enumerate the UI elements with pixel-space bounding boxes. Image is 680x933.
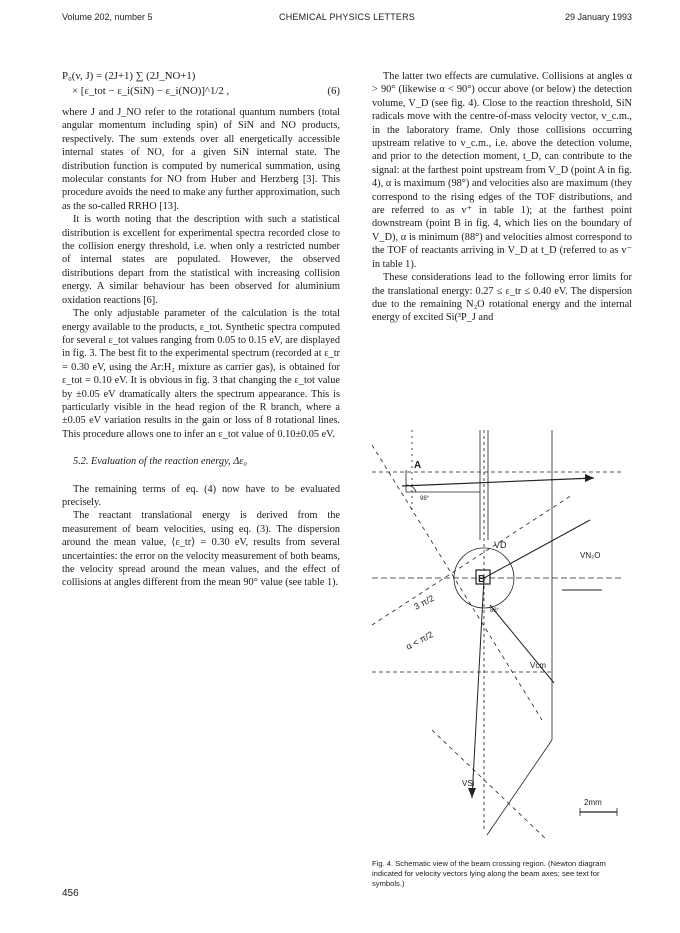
equation-6-line1 — [62, 70, 340, 85]
label-A: A — [414, 460, 422, 471]
label-B: B — [478, 574, 486, 585]
figure-4 — [372, 410, 632, 845]
label-angle-88: 88° — [490, 608, 500, 614]
running-header — [62, 12, 632, 26]
paragraph: where J and J_NO refer to the rotational quantum numbers (total angular momentum including spin) of SiN and NO products, respectively. The sum extends over all energetically accessible internal states of NO, for a given SiN internal state. The distribution function is computed by numerical summation, using molecular constants for NO from Huber and Herzberg [3]. This procedure avoids the need to make any further approximation, such as the so-called RRHO [13]. — [62, 107, 340, 212]
header-journal: CHEMICAL PHYSICS LETTERS — [279, 12, 415, 22]
paragraph: It is worth noting that the description with such a statistical distribution is excellent for experimental spectra recorded close to the collision energy threshold, i.e. when only a restricted number of internal states are populated. However, the observed distributions depart from the statistical with increasing collision energy. A similar behaviour has been observed for aluminium oxidation reactions [6]. — [62, 214, 340, 306]
label-VN2O: VN₂O — [580, 551, 601, 560]
label-angle-98: 98° — [420, 496, 430, 502]
label-VSi: VSi — [462, 779, 475, 788]
paragraph: The reactant translational energy is derived from the measurement of beam velocities, using eq. (3). The dispersion around the mean value, ⟨ε_tr⟩ = 0.30 eV, results from several uncertainties: the error on the velocity measurement of both beams, the velocity spread around the mean values, and the effect of collisions at angles different from the mean 90° value (see table 1). — [62, 510, 340, 589]
label-rot-2: α < π/2 — [404, 629, 435, 652]
vsi-arrowhead — [468, 788, 476, 798]
paragraph: The only adjustable parameter of the calculation is the total energy available to the products, ε_tot. Synthetic spectra computed for several ε_tot values ranging from 0.05 to 0.15 eV, are displayed in fig. 3. The best fit to the experimental spectrum (recorded at ε_tr = 0.30 eV, using the Ar:H₂ mixture as carrier gas), is obtained for ε_tot = 0.10 eV. It is obvious in fig. 3 that changing the ε_tot value by ±0.05 eV dramatically alters the spectrum appearance. This is particularly visible in the head region of the R branch, where a ±0.05 eV variation results in the gain or loss of 8 rotational lines. This procedure allows one to infer an ε_tot value of 0.10±0.05 eV. — [62, 308, 340, 440]
equation-6-line2 — [62, 85, 340, 100]
header-date: 29 January 1993 — [564, 12, 632, 22]
equation-number: (6) — [327, 85, 340, 97]
paragraph: These considerations lead to the following error limits for the translational energy: 0.27 ≤ ε_tr ≤ 0.40 eV. The dispersion due to the remaining N₂O rotational energy and the internal energy of excited Si(³P_J and — [372, 272, 632, 324]
page-number: 456 — [62, 888, 79, 899]
equation-text: × [ε_tot − ε_i(SiN) − ε_i(NO)]^1/2 , — [72, 85, 230, 97]
beam-crossing-diagram — [372, 410, 632, 845]
paragraph: The latter two effects are cumulative. Collisions at angles α > 90° (likewise α < 90°) occur above (or below) the detection volume, V_D (see fig. 4). Close to the reaction threshold, SiN radicals move with the centre-of-mass velocity vector, v_c.m., in the laboratory frame. Only those collisions occurring upstream relative to v_c.m., i.e. above the detection volume, and prior to the detection moment, t_D, can contribute to the signal: at the farthest point upstream from V_D (point A in fig. 4), α is maximum (98°) and velocities also are maximum (they correspond to the rising edges of the TOF distributions, and are referred to as v⁺ in table 1); at the farthest point downstream (point B in fig. 4, which lies on the boundary of V_D), α is minimum (88°) and velocities almost correspond to the TOF of reactants arriving in V_D at t_D (referred to as v⁻ in table 1). — [372, 71, 632, 270]
right-column — [372, 70, 632, 325]
label-scale-bar: 2mm — [584, 798, 602, 807]
equation-text: P₀(v, J) = (2J+1) ∑ (2J_NO+1) — [62, 70, 196, 82]
header-volume: Volume 202, number 5 — [62, 12, 153, 22]
label-rot-1: 3 π/2 — [412, 592, 436, 612]
section-heading: 5.2. Evaluation of the reaction energy, Δε₀ — [73, 456, 247, 468]
figure-caption: Fig. 4. Schematic view of the beam crossing region. (Newton diagram indicated for velocity vectors lying along the beam axes; see text for symbols.) — [372, 859, 606, 889]
paragraph: The remaining terms of eq. (4) now have to be evaluated precisely. — [62, 483, 340, 508]
label-VD: VD — [494, 540, 507, 550]
label-Vcm: Vcm — [530, 661, 546, 670]
left-column — [62, 70, 340, 590]
n2o-arrowhead — [585, 474, 594, 482]
